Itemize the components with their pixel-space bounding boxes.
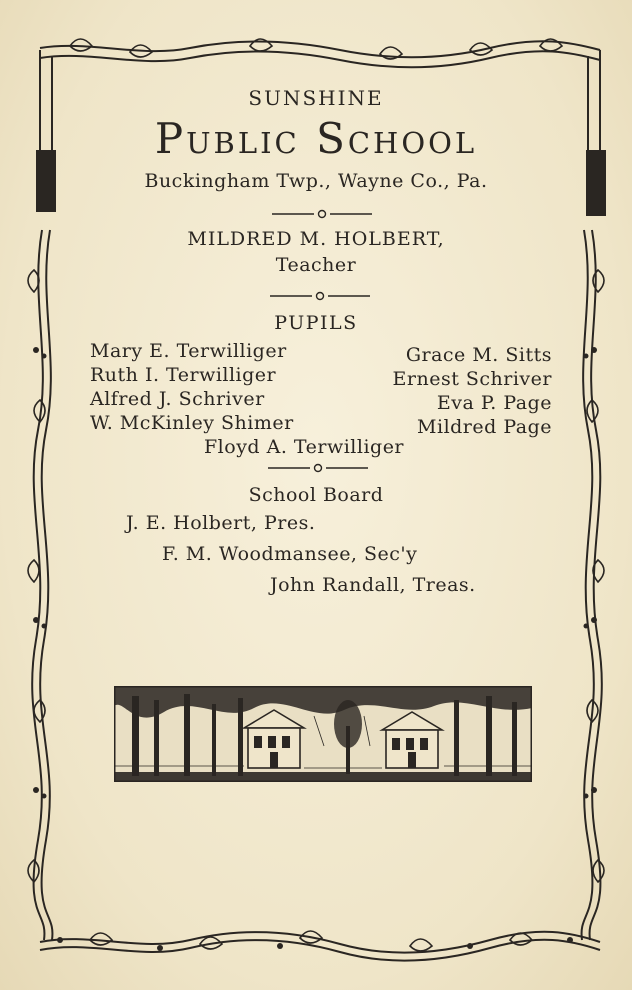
school-name-top: SUNSHINE [248,86,384,110]
board-member: F. M. Woodmansee, Sec'y [162,543,418,565]
board-member: John Randall, Treas. [270,574,476,596]
pupil-name: W. McKinley Shimer [90,412,294,434]
pupil-name: Floyd A. Terwilliger [204,436,405,458]
pupil-name: Mildred Page [417,416,552,438]
pupil-name: Grace M. Sitts [405,344,552,366]
school-title: Public School [154,114,478,163]
pupil-name: Mary E. Terwilliger [90,340,287,362]
pupil-name: Eva P. Page [436,392,552,414]
divider-ornament-icon [268,462,368,474]
pupils-heading: PUPILS [274,312,358,334]
pupil-name: Ernest Schriver [392,368,552,390]
teacher-role: Teacher [275,254,357,276]
schoolhouse-scene-icon [114,686,532,782]
divider-ornament-icon [272,208,372,220]
teacher-name: MILDRED M. HOLBERT, [187,228,445,250]
divider-ornament-icon [270,290,370,302]
school-location: Buckingham Twp., Wayne Co., Pa. [144,170,488,192]
school-board-heading: School Board [248,484,384,506]
pupil-name: Alfred J. Schriver [90,388,265,410]
pupil-name: Ruth I. Terwilliger [90,364,277,386]
board-member: J. E. Holbert, Pres. [126,512,316,534]
